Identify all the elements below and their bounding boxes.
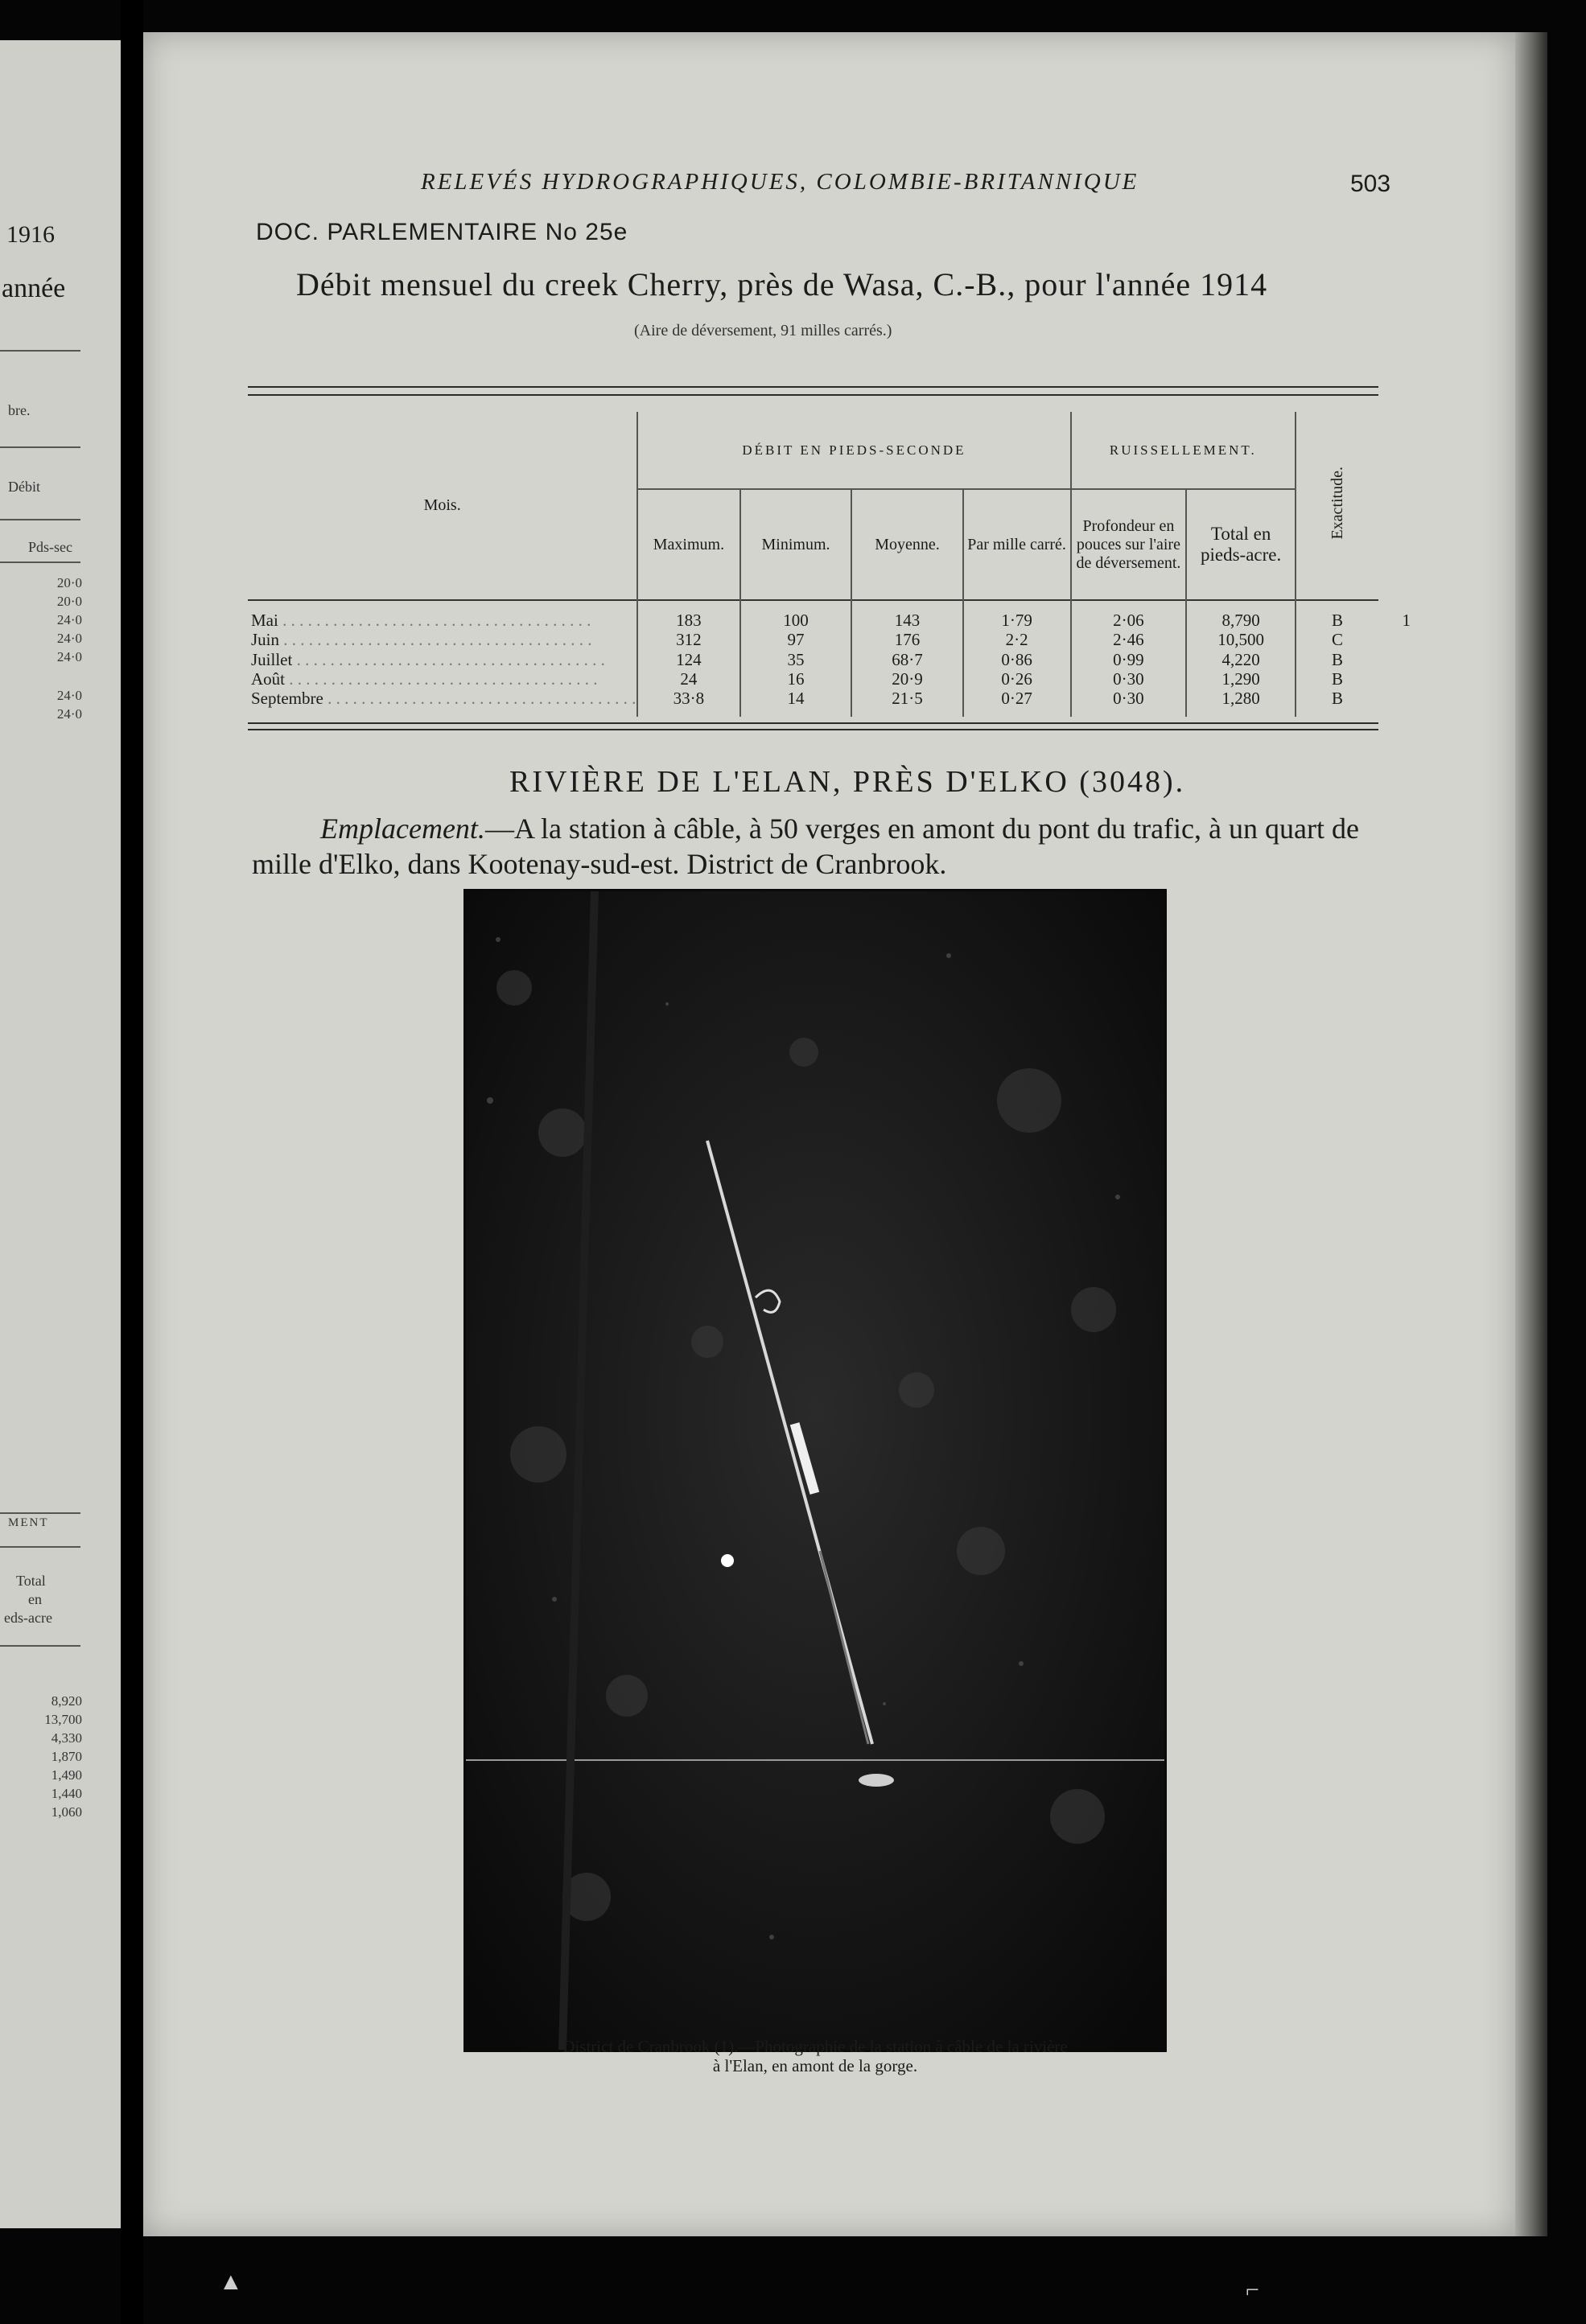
scan-artifact-icon: ▲ (219, 2268, 243, 2295)
month-cell: Août . . . (251, 669, 636, 689)
max-cell: 33·8 (673, 689, 705, 709)
left-value: 1,440 (51, 1786, 82, 1801)
min-cell: 16 (787, 669, 805, 689)
depth-cell: 2·46 (1113, 630, 1144, 650)
accuracy-cell: C (1332, 630, 1344, 650)
table-bottom-rule (248, 722, 1378, 724)
mean-cell: 143 (894, 611, 921, 630)
total-cell: 8,790 (1221, 611, 1260, 630)
col-header-depth: Profondeur en pouces sur l'aire de déversement. (1071, 489, 1187, 600)
col-header-month: Mois. (423, 496, 461, 514)
total-column (1186, 601, 1296, 717)
month-cell: Juillet . . . (251, 650, 636, 669)
depth-column (1071, 601, 1187, 717)
mean-cell: 20·9 (892, 669, 923, 689)
col-header-total: Total en pieds-acre. (1186, 489, 1296, 600)
max-cell: 312 (676, 630, 702, 650)
depth-cell: 0·30 (1113, 689, 1144, 709)
left-rule (0, 519, 80, 520)
section-title: RIVIÈRE DE L'ELAN, PRÈS D'ELKO (3048). (509, 765, 1186, 799)
left-total-label: en (28, 1591, 42, 1607)
discharge-table (248, 412, 1411, 717)
page (143, 32, 1515, 2236)
left-rule (0, 350, 80, 352)
caption-line: District de Cranbrook (1).—Photographie de la station à câble de la rivière (562, 2037, 1068, 2056)
total-cell: 4,220 (1221, 649, 1260, 669)
per-sq-mile-cell: 1·79 (1001, 611, 1032, 630)
page-edge (1515, 32, 1547, 2236)
col-header-mean: Moyenne. (851, 489, 962, 600)
left-value: 24·0 (56, 706, 82, 722)
accuracy-cell: B (1332, 611, 1344, 630)
depth-cell: 0·99 (1113, 649, 1144, 669)
month-column (248, 601, 637, 717)
mean-column (851, 601, 962, 717)
accuracy-cell: B (1332, 689, 1344, 709)
station-photograph (463, 889, 1167, 2052)
max-cell: 124 (676, 649, 702, 669)
doc-parlementaire: DOC. PARLEMENTAIRE No 25e (256, 219, 628, 245)
table-title: Débit mensuel du creek Cherry, près de Wasa, C.-B., pour l'année 1914 (296, 266, 1268, 302)
depth-cell: 0·30 (1113, 669, 1144, 689)
left-rule (0, 446, 80, 448)
left-value: 24·0 (56, 688, 82, 703)
mean-cell: 68·7 (892, 649, 923, 669)
page-gutter (121, 0, 143, 2324)
max-cell: 24 (680, 669, 698, 689)
col-header-min: Minimum. (740, 489, 852, 600)
location-text: —A la station à câble, à 50 verges en amont du pont du trafic, à un quart de mille d'Elko, dans Kootenay-sud-est. District de Cranbrook. (252, 812, 1359, 880)
left-rule (0, 1512, 80, 1514)
left-value: 24·0 (56, 649, 82, 664)
running-title: RELEVÉS HYDROGRAPHIQUES, COLOMBIE-BRITANNIQUE (421, 169, 1139, 195)
month-cell: Septembre . . . (251, 689, 636, 708)
left-label-1: Débit (8, 479, 40, 495)
accuracy-cell: B (1332, 649, 1344, 669)
left-rule (0, 561, 80, 563)
min-cell: 35 (787, 649, 805, 669)
left-word: année (2, 274, 66, 303)
left-rule (0, 1546, 80, 1548)
photo-artwork (466, 891, 1164, 2050)
mean-cell: 21·5 (892, 689, 923, 709)
min-cell: 100 (783, 611, 809, 630)
left-total-label: Total (16, 1573, 46, 1589)
left-total-label: eds-acre (4, 1610, 52, 1626)
table-subtitle: (Aire de déversement, 91 milles carrés.) (634, 322, 892, 339)
photo-caption (401, 2037, 1230, 2075)
caption-line: à l'Elan, en amont de la gorge. (712, 2056, 918, 2075)
max-cell: 183 (676, 611, 702, 630)
left-runoff-label: MENT (8, 1516, 49, 1529)
left-value: 4,330 (51, 1730, 82, 1746)
mean-cell: 176 (894, 630, 921, 650)
location-paragraph (252, 811, 1394, 882)
total-cell: 1,290 (1221, 669, 1260, 689)
left-value: 24·0 (56, 612, 82, 627)
depth-cell: 2·06 (1113, 611, 1144, 630)
table-bottom-rule (248, 729, 1378, 730)
table-top-rule (248, 394, 1378, 396)
per-sq-mile-cell: 0·27 (1001, 689, 1032, 709)
min-column (740, 601, 852, 717)
group-header-flow: DÉBIT EN PIEDS-SECONDE (637, 412, 1070, 489)
scan-artifact-icon: ⌐ (1246, 2277, 1259, 2303)
left-label-2: Pds-sec (28, 539, 72, 555)
accuracy-cell: B (1332, 669, 1344, 689)
col-header-per-sq-mile: Par mille carré. (963, 489, 1071, 600)
per-sq-mile-column (963, 601, 1071, 717)
per-sq-mile-cell: 0·26 (1001, 669, 1032, 689)
location-label: Emplacement. (320, 812, 485, 845)
min-cell: 14 (787, 689, 805, 709)
left-page-fragment (0, 40, 121, 2228)
col-header-accuracy (1296, 412, 1378, 600)
left-value: 1,060 (51, 1804, 82, 1820)
left-value: 13,700 (44, 1712, 82, 1727)
accuracy-label: Exactitude. (1328, 467, 1346, 540)
left-value: 24·0 (56, 631, 82, 646)
per-sq-mile-cell: 0·86 (1001, 649, 1032, 669)
footnote-marker: 1 (1402, 611, 1411, 630)
col-header-max: Maximum. (637, 489, 739, 600)
total-cell: 10,500 (1217, 630, 1264, 650)
month-cell: Mai . . . (251, 611, 636, 630)
table-top-rule (248, 386, 1378, 388)
left-rule (0, 1645, 80, 1647)
left-year: 1916 (6, 221, 55, 248)
left-value: 8,920 (51, 1693, 82, 1709)
left-value: 20·0 (56, 594, 82, 609)
left-label-0: bre. (8, 402, 31, 418)
month-cell: Juin . . . (251, 630, 636, 649)
group-header-runoff: RUISSELLEMENT. (1071, 412, 1296, 489)
max-column (637, 601, 739, 717)
left-value: 1,490 (51, 1767, 82, 1783)
accuracy-column (1296, 601, 1411, 717)
per-sq-mile-cell: 2·2 (1005, 630, 1028, 650)
total-cell: 1,280 (1221, 689, 1260, 709)
page-number: 503 (1350, 171, 1391, 197)
left-value: 1,870 (51, 1749, 82, 1764)
min-cell: 97 (787, 630, 805, 650)
left-value: 20·0 (56, 575, 82, 590)
